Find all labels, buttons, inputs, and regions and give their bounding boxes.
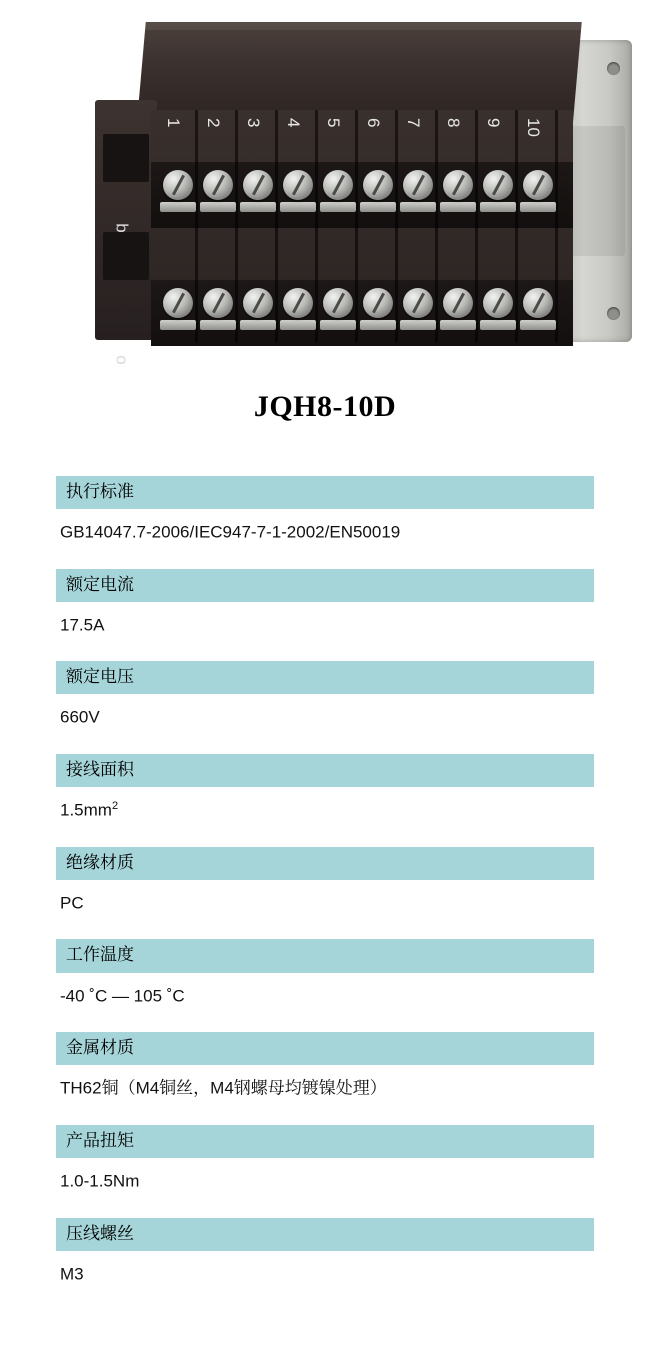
terminal-screw-8-lower: [443, 288, 473, 318]
spec-value-text: 1.5mm: [60, 800, 112, 820]
pole-divider: [515, 110, 518, 342]
mounting-hole-top: [607, 62, 620, 75]
terminal-screw-6-upper: [363, 170, 393, 200]
pole-divider: [475, 110, 478, 342]
rail-notch: [103, 134, 149, 182]
clamp-bar: [400, 320, 436, 330]
rail-notch: [103, 232, 149, 280]
terminal-screw-1-lower: [163, 288, 193, 318]
spec-label: 额定电压: [56, 661, 594, 694]
terminal-block-photo: [95, 22, 625, 365]
spec-label: 压线螺丝: [56, 1218, 594, 1251]
spec-row: [56, 754, 594, 823]
pole-divider: [355, 110, 358, 342]
rail-label-o: o: [112, 355, 132, 365]
clamp-bar: [520, 320, 556, 330]
product-title: JQH8-10D: [253, 390, 397, 423]
pole-number-7: 7: [404, 118, 423, 128]
spec-value: [56, 973, 594, 1009]
terminal-screw-6-lower: [363, 288, 393, 318]
clamp-bar: [480, 202, 516, 212]
spec-row: [56, 847, 594, 916]
pole-divider: [555, 110, 558, 342]
spec-row: [56, 661, 594, 730]
spec-row: [56, 939, 594, 1008]
clamp-bar: [280, 202, 316, 212]
clamp-bar: [240, 320, 276, 330]
clamp-bar: [280, 320, 316, 330]
spec-value: [56, 1251, 594, 1287]
spec-label: 产品扭矩: [56, 1125, 594, 1158]
spec-value: [56, 1158, 594, 1194]
pole-number-1: 1: [164, 118, 183, 128]
pole-number-8: 8: [444, 118, 463, 128]
clamp-bar: [160, 202, 196, 212]
spec-row: [56, 1218, 594, 1287]
terminal-screw-7-lower: [403, 288, 433, 318]
spec-value-text: 1.0-1.5Nm: [60, 1171, 140, 1191]
spec-label: 金属材质: [56, 1032, 594, 1065]
clamp-bar: [160, 320, 196, 330]
spec-value-text: GB14047.7-2006/IEC947-7-1-2002/EN50019: [60, 522, 401, 542]
terminal-screw-9-upper: [483, 170, 513, 200]
clamp-bar: [400, 202, 436, 212]
clamp-bar: [520, 202, 556, 212]
terminal-screw-10-lower: [523, 288, 553, 318]
pole-number-5: 5: [324, 118, 343, 128]
spec-value-text: 17.5A: [60, 615, 105, 635]
pole-divider: [275, 110, 278, 342]
terminal-screw-3-upper: [243, 170, 273, 200]
spec-label: 接线面积: [56, 754, 594, 787]
terminal-body: [95, 22, 573, 365]
pole-number-6: 6: [364, 118, 383, 128]
spec-label: 绝缘材质: [56, 847, 594, 880]
pole-number-10: 10: [524, 118, 543, 137]
spec-row: [56, 569, 594, 638]
mounting-hole-bottom: [607, 307, 620, 320]
spec-label: 工作温度: [56, 939, 594, 972]
spec-row: [56, 1125, 594, 1194]
spec-value-text: TH62铜（M4铜丝，M4钢螺母均镀镍处理）: [60, 1078, 387, 1098]
clamp-bar: [360, 202, 396, 212]
spec-row: [56, 476, 594, 545]
rail-label-b: b: [112, 223, 132, 233]
terminal-screw-1-upper: [163, 170, 193, 200]
clamp-bar: [360, 320, 396, 330]
terminal-screw-10-upper: [523, 170, 553, 200]
pole-divider: [435, 110, 438, 342]
clamp-bar: [320, 202, 356, 212]
clamp-bar: [200, 320, 236, 330]
spec-value-text: -40 ˚C — 105 ˚C: [60, 986, 185, 1006]
terminal-screw-5-upper: [323, 170, 353, 200]
terminal-screw-3-lower: [243, 288, 273, 318]
specification-list: [0, 476, 650, 1340]
terminal-screw-9-lower: [483, 288, 513, 318]
spec-value-text: PC: [60, 893, 84, 913]
terminal-screw-8-upper: [443, 170, 473, 200]
clamp-bar: [240, 202, 276, 212]
terminal-screw-4-upper: [283, 170, 313, 200]
pole-divider: [235, 110, 238, 342]
spec-row: [56, 1032, 594, 1101]
clamp-bar: [440, 320, 476, 330]
pole-number-4: 4: [284, 118, 303, 128]
terminal-screw-2-upper: [203, 170, 233, 200]
spec-label: 执行标准: [56, 476, 594, 509]
spec-value-sup: 2: [111, 800, 119, 813]
pole-number-2: 2: [204, 118, 223, 128]
clamp-bar: [440, 202, 476, 212]
pole-number-9: 9: [484, 118, 503, 128]
clamp-bar: [320, 320, 356, 330]
spec-label: 额定电流: [56, 569, 594, 602]
clamp-bar: [200, 202, 236, 212]
spec-value: [56, 880, 594, 916]
spec-value: [56, 1065, 594, 1101]
spec-value: [56, 602, 594, 638]
terminal-top-cover: [137, 22, 582, 122]
clamp-bar: [480, 320, 516, 330]
terminal-screw-7-upper: [403, 170, 433, 200]
pole-divider: [195, 110, 198, 342]
terminal-face: [151, 110, 573, 342]
pole-divider: [395, 110, 398, 342]
spec-value: [56, 787, 594, 823]
terminal-screw-4-lower: [283, 288, 313, 318]
pole-divider: [315, 110, 318, 342]
spec-value: [56, 694, 594, 730]
pole-number-3: 3: [244, 118, 263, 128]
spec-value-text: 660V: [60, 708, 100, 728]
terminal-screw-2-lower: [203, 288, 233, 318]
terminal-screw-5-lower: [323, 288, 353, 318]
spec-value: [56, 509, 594, 545]
terminal-left-rail: [95, 100, 157, 365]
product-image-area: [0, 0, 650, 365]
spec-value-text: M3: [60, 1264, 84, 1284]
